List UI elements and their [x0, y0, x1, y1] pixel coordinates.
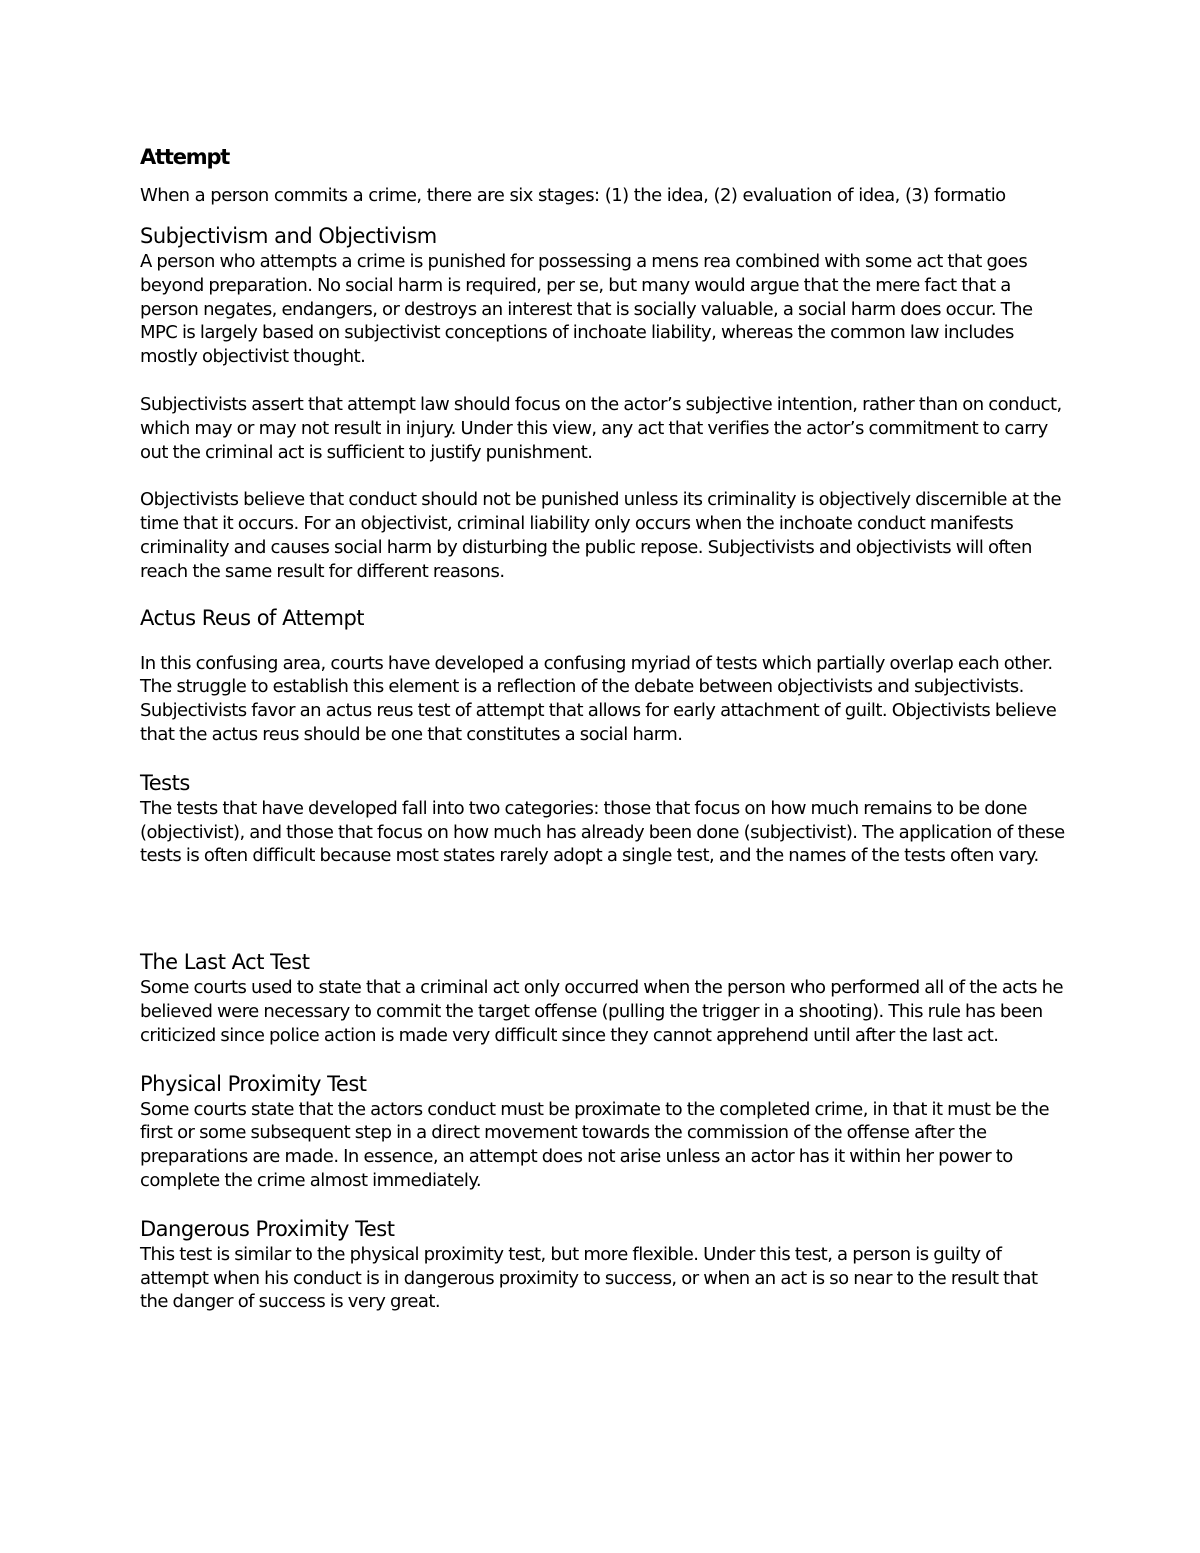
- spacer: [140, 868, 1065, 948]
- paragraph: The tests that have developed fall into two categories: those that focus on how much remains to be done (objectivist), and those that focus on how much has already been done (subjectivist). The application of these tests is often difficult because most states rarely adopt a single test, and the names of the tests often vary.: [140, 797, 1065, 867]
- section-heading: Tests: [140, 770, 190, 795]
- paragraph: Some courts used to state that a criminal act only occurred when the person who performed all of the acts he believed were necessary to commit the target offense (pulling the trigger in a shooting). This rule has been criticized since police action is made very difficult since they cannot apprehend until after the last act.: [140, 977, 1064, 1046]
- spacer: [140, 208, 1065, 222]
- spacer: [140, 1193, 1065, 1215]
- paragraph: Some courts state that the actors conduct must be proximate to the completed crime, in that it must be the first or some subsequent step in a direct movement towards the commission of the offense after the preparations are made. In essence, an attempt does not arise unless an actor has it within her power to complete the crime almost immediately.: [140, 1098, 1049, 1191]
- spacer: [140, 1048, 1065, 1070]
- document-page: [140, 140, 1065, 1314]
- spacer: [140, 369, 1065, 393]
- section-subjectivism-objectivism: [140, 222, 1065, 584]
- spacer: [140, 584, 1065, 604]
- section-dangerous-proximity-test: [140, 1215, 1065, 1314]
- spacer: [140, 464, 1065, 488]
- intro-paragraph: When a person commits a crime, there are six stages: (1) the idea, (2) evaluation of idea, (3) formatio: [140, 185, 1006, 206]
- spacer: [140, 632, 1065, 652]
- document-title: Attempt: [140, 145, 230, 169]
- paragraph: Subjectivists assert that attempt law should focus on the actor’s subjective intention, rather than on conduct, which may or may not result in injury. Under this view, any act that verifies the actor’s commitment to carry out the criminal act is sufficient to justify punishment.: [140, 393, 1062, 463]
- paragraph: This test is similar to the physical proximity test, but more flexible. Under this test, a person is guilty of attempt when his conduct is in dangerous proximity to success, or when an act is so near to the result that the danger of success is very great.: [140, 1243, 1038, 1313]
- section-actus-reus: [140, 604, 1065, 747]
- paragraph: A person who attempts a crime is punished for possessing a mens rea combined with some act that goes beyond preparation. No social harm is required, per se, but many would argue that the mere fact that a person negates, endangers, or destroys an interest that is socially valuable, a social harm does occur. The MPC is largely based on subjectivist conceptions of inchoate liability, whereas the common law includes mostly objectivist thought.: [140, 251, 1033, 368]
- spacer: [140, 747, 1065, 769]
- section-heading: The Last Act Test: [140, 950, 310, 975]
- section-heading: Physical Proximity Test: [140, 1071, 367, 1096]
- paragraph: In this confusing area, courts have developed a confusing myriad of tests which partially overlap each other. The struggle to establish this element is a reflection of the debate between objectivists and subjectivists. Subjectivists favor an actus reus test of attempt that allows for early attachment of guilt. Objectivists believe that the actus reus should be one that constitutes a social harm.: [140, 652, 1057, 745]
- section-heading: Dangerous Proximity Test: [140, 1216, 395, 1241]
- section-heading: Subjectivism and Objectivism: [140, 224, 437, 248]
- paragraph: Objectivists believe that conduct should not be punished unless its criminality is objectively discernible at the time that it occurs. For an objectivist, criminal liability only occurs when the inchoate conduct manifests criminality and causes social harm by disturbing the public repose. Subjectivists and objectivists will often reach the same result for different reasons.: [140, 489, 1062, 582]
- section-physical-proximity-test: [140, 1070, 1065, 1193]
- section-heading: Actus Reus of Attempt: [140, 605, 365, 630]
- section-tests: [140, 769, 1065, 868]
- section-last-act-test: [140, 948, 1065, 1047]
